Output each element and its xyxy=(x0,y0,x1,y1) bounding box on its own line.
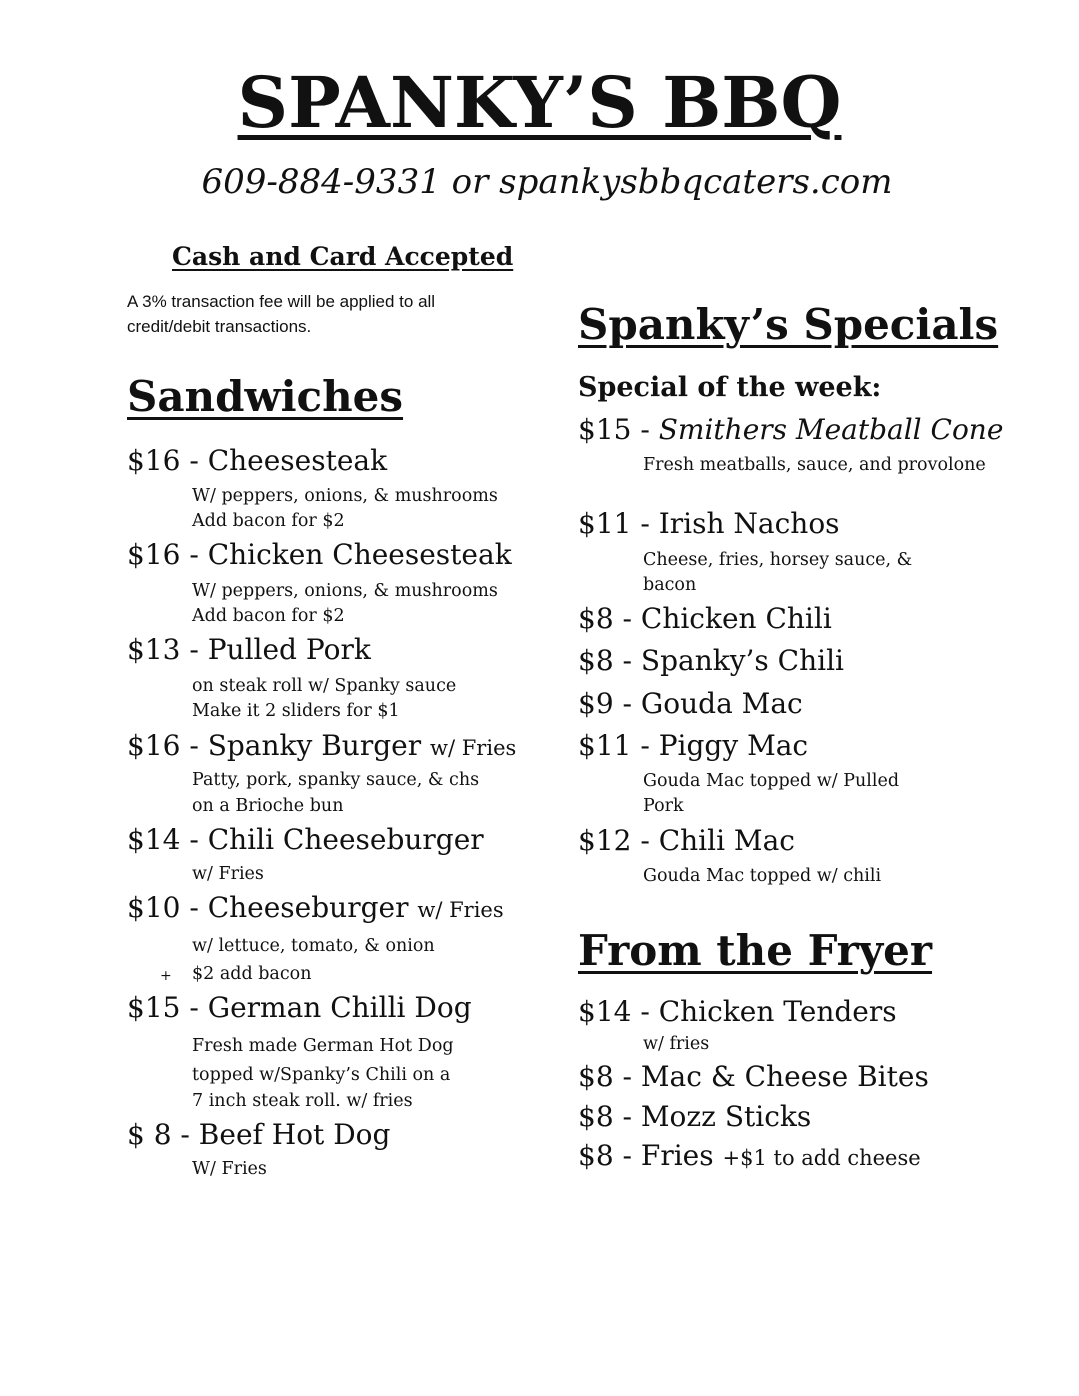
item-description: Make it 2 sliders for $1 xyxy=(192,701,400,721)
menu-item-chili-mac: $12 - Chili Mac xyxy=(578,824,795,857)
item-suffix: w/ Fries xyxy=(417,898,504,922)
payment-heading: Cash and Card Accepted xyxy=(172,242,514,271)
contact-line: 609-884-9331 or spankysbbqcaters.com xyxy=(201,162,893,202)
item-description: Add bacon for $2 xyxy=(192,511,345,531)
item-description: 7 inch steak roll. w/ fries xyxy=(192,1091,413,1111)
item-description: Cheese, fries, horsey sauce, & xyxy=(643,550,913,570)
menu-item-fries: $8 - Fries +$1 to add cheese xyxy=(578,1139,921,1172)
menu-item-chili-cheeseburger: $14 - Chili Cheeseburger xyxy=(127,823,484,856)
transaction-fee-note xyxy=(127,289,487,339)
specials-heading: Spanky’s Specials xyxy=(578,300,999,349)
menu-item-pulled-pork: $13 - Pulled Pork xyxy=(127,633,371,666)
menu-item-gouda-mac: $9 - Gouda Mac xyxy=(578,687,803,720)
menu-title: SPANKY’S BBQ xyxy=(237,61,842,144)
item-description: Gouda Mac topped w/ chili xyxy=(643,866,882,886)
sandwiches-heading: Sandwiches xyxy=(127,372,404,421)
menu-item-german-chilli-dog: $15 - German Chilli Dog xyxy=(127,991,472,1024)
item-description: bacon xyxy=(643,575,697,595)
menu-item-cheeseburger: $10 - Cheeseburger w/ Fries xyxy=(127,891,504,924)
menu-item-piggy-mac: $11 - Piggy Mac xyxy=(578,729,809,762)
menu-item-meatball-cone: $15 - Smithers Meatball Cone xyxy=(578,413,1004,446)
item-description: $2 add bacon xyxy=(192,964,312,984)
item-description: Add bacon for $2 xyxy=(192,606,345,626)
menu-item-irish-nachos: $11 - Irish Nachos xyxy=(578,507,840,540)
menu-item-mozz-sticks: $8 - Mozz Sticks xyxy=(578,1100,812,1133)
item-description: on steak roll w/ Spanky sauce xyxy=(192,676,457,696)
item-description: W/ peppers, onions, & mushrooms xyxy=(192,486,498,506)
item-description: w/ lettuce, tomato, & onion xyxy=(192,936,435,956)
bullet-plus: + xyxy=(160,968,172,984)
item-description: Patty, pork, spanky sauce, & chs xyxy=(192,770,480,790)
item-description: Fresh made German Hot Dog xyxy=(192,1036,454,1056)
menu-item-spankys-chili: $8 - Spanky’s Chili xyxy=(578,644,844,677)
fryer-heading: From the Fryer xyxy=(578,926,933,975)
item-description: Pork xyxy=(643,796,684,816)
menu-item-chicken-chili: $8 - Chicken Chili xyxy=(578,602,832,635)
menu-item-beef-hot-dog: $ 8 - Beef Hot Dog xyxy=(127,1118,391,1151)
item-description: topped w/Spanky’s Chili on a xyxy=(192,1065,451,1085)
menu-item-mac-cheese-bites: $8 - Mac & Cheese Bites xyxy=(578,1060,929,1093)
special-of-week-label: Special of the week: xyxy=(578,372,882,403)
item-description: Gouda Mac topped w/ Pulled xyxy=(643,771,900,791)
item-description: on a Brioche bun xyxy=(192,796,344,816)
item-description: W/ Fries xyxy=(192,1159,267,1179)
menu-item-spanky-burger: $16 - Spanky Burger w/ Fries xyxy=(127,729,517,762)
menu-item-chicken-tenders: $14 - Chicken Tenders xyxy=(578,995,897,1028)
fee-line: A 3% transaction fee will be applied to all xyxy=(127,292,436,311)
item-suffix: +$1 to add cheese xyxy=(722,1146,921,1170)
menu-item-cheesesteak: $16 - Cheesesteak xyxy=(127,444,388,477)
menu-item-chicken-cheesesteak: $16 - Chicken Cheesesteak xyxy=(127,538,512,571)
item-description: w/ fries xyxy=(643,1034,710,1054)
fee-line: credit/debit transactions. xyxy=(127,317,312,336)
item-description: W/ peppers, onions, & mushrooms xyxy=(192,581,498,601)
item-suffix: w/ Fries xyxy=(430,736,517,760)
item-description: w/ Fries xyxy=(192,864,264,884)
item-description: Fresh meatballs, sauce, and provolone xyxy=(643,455,986,475)
